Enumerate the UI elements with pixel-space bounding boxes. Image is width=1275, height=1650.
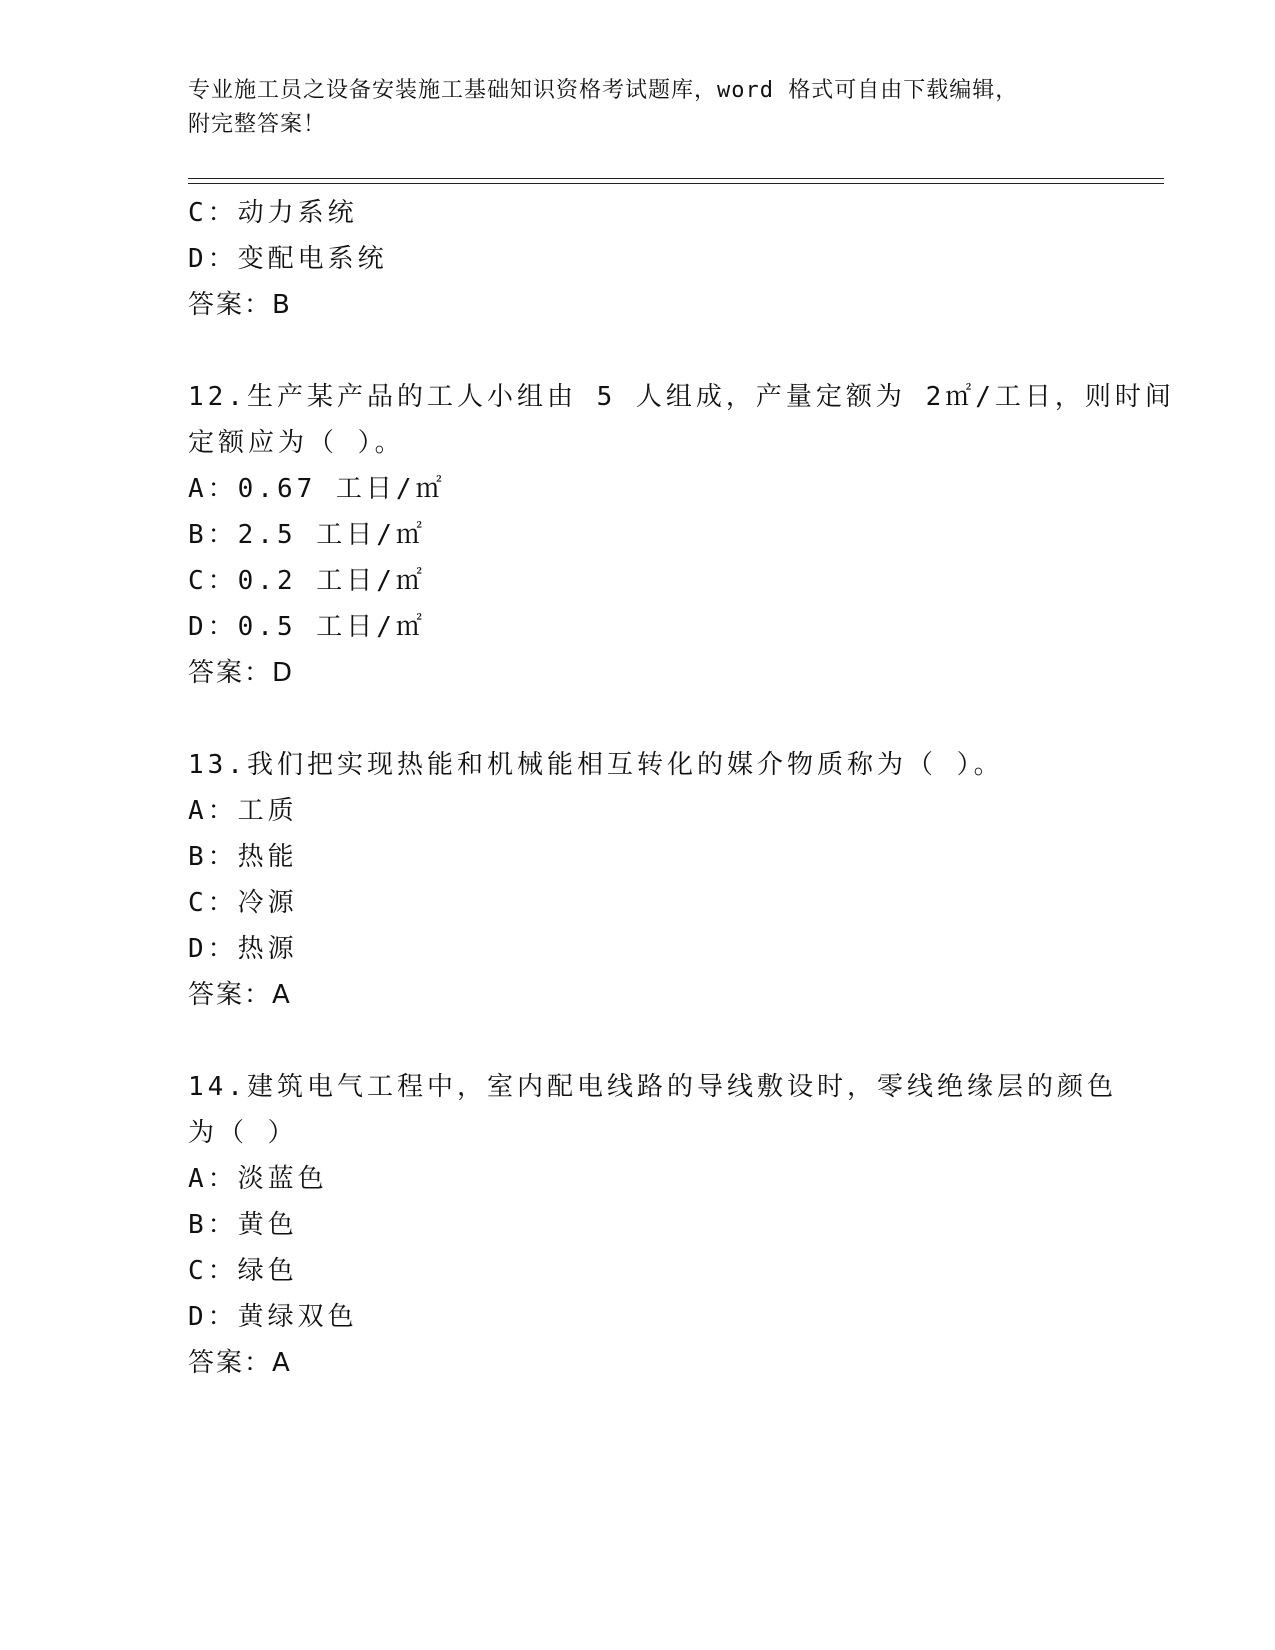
- option-b: B：2.5 工日/㎡: [188, 520, 426, 550]
- header-line-1: 专业施工员之设备安装施工基础知识资格考试题库，word 格式可自由下载编辑，: [188, 78, 1019, 103]
- question-stem-line: 定额应为（ ）。: [188, 428, 405, 458]
- option-c: C：冷源: [188, 888, 298, 918]
- option-c: C：绿色: [188, 1256, 298, 1286]
- document-body: [188, 190, 1175, 1386]
- option-d: D：热源: [188, 934, 298, 964]
- option-c: C：0.2 工日/㎡: [188, 566, 426, 596]
- question-stem-line: 为（ ）: [188, 1118, 298, 1148]
- question-stem-line: 14.建筑电气工程中，室内配电线路的导线敷设时，零线绝缘层的颜色: [188, 1072, 1117, 1102]
- question-stem-line: 13.我们把实现热能和机械能相互转化的媒介物质称为（ ）。: [188, 750, 1004, 780]
- header-divider-top: [188, 178, 1164, 179]
- header-divider-bottom: [188, 183, 1164, 184]
- answer-line: 答案：A: [188, 980, 292, 1010]
- option-c: C：动力系统: [188, 198, 358, 228]
- question-12: [188, 374, 1175, 696]
- option-d: D：0.5 工日/㎡: [188, 612, 426, 642]
- option-a: A：淡蓝色: [188, 1164, 328, 1194]
- answer-line: 答案：D: [188, 658, 295, 688]
- option-d: D：变配电系统: [188, 244, 388, 274]
- option-b: B：黄色: [188, 1210, 298, 1240]
- question-stem-line: 12.生产某产品的工人小组由 5 人组成，产量定额为 2㎡/工日，则时间: [188, 382, 1175, 412]
- question-fragment: [188, 190, 1088, 328]
- question-14: [188, 1064, 1117, 1386]
- option-a: A：0.67 工日/㎡: [188, 474, 446, 504]
- header-line-2: 附完整答案！: [188, 112, 327, 137]
- option-d: D：黄绿双色: [188, 1302, 358, 1332]
- answer-line: 答案：A: [188, 1348, 292, 1378]
- option-b: B：热能: [188, 842, 298, 872]
- question-13: [188, 742, 1088, 1018]
- document-header: [188, 74, 1068, 142]
- option-a: A：工质: [188, 796, 298, 826]
- answer-line: 答案：B: [188, 290, 292, 320]
